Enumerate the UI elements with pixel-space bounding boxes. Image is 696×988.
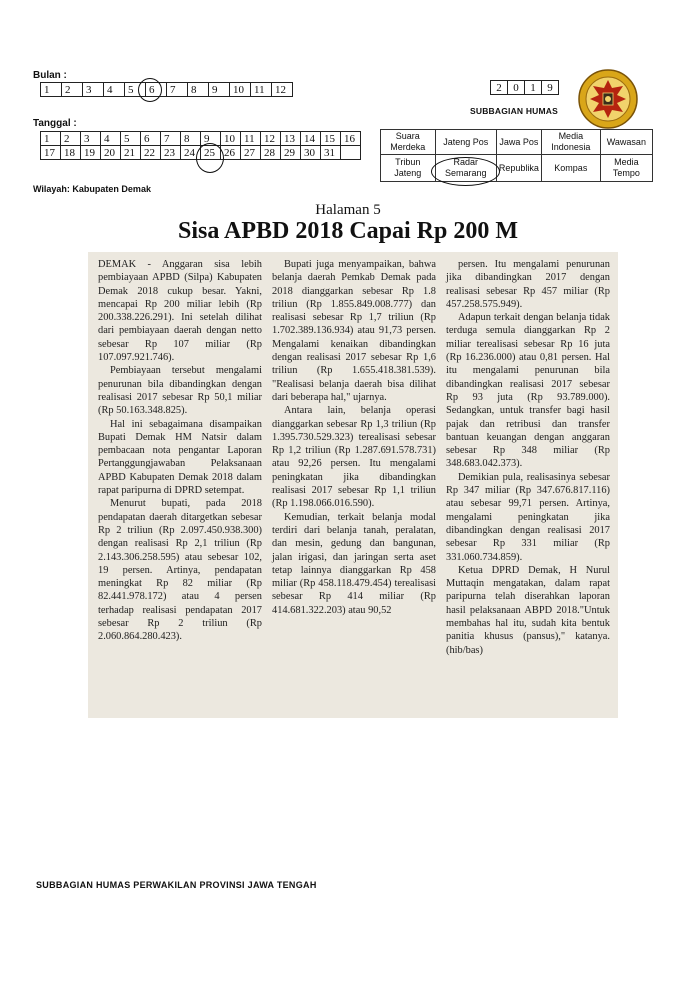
date-cell: 26 [221,146,241,160]
date-cell: 17 [41,146,61,160]
tanggal-label: Tanggal : [33,118,77,129]
date-cell: 15 [321,132,341,146]
month-cell: 8 [188,83,209,97]
date-cell: 16 [341,132,361,146]
newspaper-cell: Republika [496,155,541,182]
date-cell: 10 [221,132,241,146]
article-paragraph: Adapun terkait dengan belanja tidak terduga semula dianggarkan Rp 2 miliar terealisasi sebesar Rp 16 juta (Rp 16.236.000) atau 0,81 persen. Hal itu mengalami penurunan bila dibandingkan realisasi 2017 sebesar Rp 93 juta (Rp 93.789.000). Sedangkan, untuk transfer bagi hasil pajak dan retribusi dan transfer bantuan keuangan dengan anggaran sebesar Rp 348 miliar (Rp 348.683.042.373). [446,312,610,470]
selected-date-circle [196,143,224,173]
article-paragraph: Bupati juga menyampaikan, bahwa belanja daerah Pemkab Demak pada 2018 dianggarkan sebesar Rp 1.8 triliun (Rp 1.855.849.008.777) dan realisasi sebesar Rp 1,7 triliun (Rp 1.702.389.136.934) atau 91,73 persen. Mengalami kenaikan dibandingkan dengan realisasi 2017 sebesar Rp 1,6 triliun (Rp 1.655.418.381.539). "Realisasi belanja daerah bisa dilihat dari beberapa hal," ujarnya. [272,259,436,403]
date-cell: 20 [101,146,121,160]
newspaper-cell: Radar Semarang [435,155,496,182]
date-cell: 30 [301,146,321,160]
newspaper-cell: Kompas [541,155,600,182]
article-paragraph: Hal ini sebagaimana disampaikan Bupati Demak HM Natsir dalam pembacaan nota pengantar Laporan Pertanggungjawaban Pelaksanaan APBD Kabupaten Demak 2018 dalam rapat paripurna di DPRD setempat. [98,418,262,497]
date-cell: 5 [121,132,141,146]
month-cell: 4 [104,83,125,97]
year-digit-cell: 2 [491,81,508,95]
article-paragraph: Kemudian, terkait belanja modal terdiri dari belanja tanah, peralatan, dan mesin, gedung dan bangunan, jalan irigasi, dan jaringan serta aset tetap lainnya dianggarkan Rp 458 miliar (Rp 458.118.479.454) terealisasi sebesar Rp 414 miliar (Rp 414.681.322.203) atau 90,52 [272,511,436,616]
newspaper-cell: Media Indonesia [541,130,600,155]
subbagian-humas: SUBBAGIAN HUMAS [470,106,558,116]
month-cell: 1 [41,83,62,97]
newspaper-cell: Wawasan [600,130,652,155]
date-cell: 4 [101,132,121,146]
year-digit-cell: 0 [508,81,525,95]
date-cell: 31 [321,146,341,160]
article-paragraph: Pembiayaan tersebut mengalami penurunan bila dibandingkan dengan realisasi 2017 sebesar Rp 50,1 miliar (Rp 50.163.348.825). [98,365,262,417]
newspaper-table [380,129,653,182]
article-clipping [88,252,618,718]
newspaper-cell: Media Tempo [600,155,652,182]
month-cell: 9 [209,83,230,97]
page-number: Halaman 5 [315,202,381,218]
month-grid [40,82,293,97]
month-cell: 2 [62,83,83,97]
month-cell: 11 [251,83,272,97]
year-digit-cell: 9 [542,81,559,95]
date-cell: 13 [281,132,301,146]
date-cell: 9 [201,132,221,146]
article-paragraph: DEMAK - Anggaran sisa lebih pembiayaan APBD (Silpa) Kabupaten Demak 2018 cukup besar. Yakni, mencapai Rp 200 miliar lebih (Rp 200.338.226.291). Ini setelah dilihat dari pembiayaan daerah dengan netto sebesar Rp 107 miliar (Rp 107.097.921.746). [98,259,262,364]
month-cell: 5 [125,83,146,97]
garuda-emblem-icon [577,68,639,130]
month-cell: 3 [83,83,104,97]
date-cell: 27 [241,146,261,160]
date-cell: 18 [61,146,81,160]
article-paragraph: Antara lain, belanja operasi dianggarkan sebesar Rp 1,3 triliun (Rp 1.395.730.529.323) terealisasi sebesar Rp 1,2 triliun (Rp 1.287.691.578.731) atau 92,26 persen. Itu mengalami peningkatan jika dibandingkan realisasi 2017 sebesar Rp 1,1 triliun (Rp 1.198.066.016.590). [272,405,436,510]
month-cell: 7 [167,83,188,97]
date-cell: 24 [181,146,201,160]
article-column-1 [98,258,262,644]
date-cell: 14 [301,132,321,146]
article-paragraph: Demikian pula, realisasinya sebesar Rp 347 miliar (Rp 347.676.817.116) atau sebesar 99,71 persen. Artinya, mengalami peningkatan jika dibandingkan dengan realisasi 2017 sebesar Rp 331 miliar (Rp 331.060.734.859). [446,471,610,563]
date-cell: 7 [161,132,181,146]
year-digit-cell: 1 [525,81,542,95]
date-cell: 21 [121,146,141,160]
date-cell: 19 [81,146,101,160]
newspaper-cell: Tribun Jateng [381,155,436,182]
date-cell: 2 [61,132,81,146]
month-cell: 10 [230,83,251,97]
bulan-label: Bulan : [33,70,67,81]
date-cell: 8 [181,132,201,146]
year-box [490,80,559,95]
footer-text: SUBBAGIAN HUMAS PERWAKILAN PROVINSI JAWA TENGAH [36,880,317,890]
date-cell: 3 [81,132,101,146]
article-paragraph: persen. Itu mengalami penurunan jika dibandingkan 2017 dengan realisasi sebesar Rp 457 miliar (Rp 457.258.575.949). [446,259,610,310]
newspaper-cell: Suara Merdeka [381,130,436,155]
selected-newspaper-circle [431,157,500,186]
date-cell: 1 [41,132,61,146]
date-cell: 29 [281,146,301,160]
article-paragraph: Menurut bupati, pada 2018 pendapatan daerah ditargetkan sebesar Rp 2 triliun (Rp 2.097.450.938.300) dengan realisasi Rp 2,1 triliun (Rp 2.143.306.258.595) atau sebesar 102, 19 persen. Artinya, pendapatan meningkat Rp 82 miliar (Rp 82.441.978.172) atau 4 persen terhadap realisasi pendapatan 2017 sebesar Rp 2 triliun (Rp 2.060.864.280.423). [98,498,262,643]
date-cell: 25 [201,146,221,160]
selected-month-circle [138,78,162,102]
article-column-2 [272,258,436,617]
date-cell: 28 [261,146,281,160]
date-cell: 23 [161,146,181,160]
date-cell: 12 [261,132,281,146]
newspaper-cell: Jateng Pos [435,130,496,155]
wilayah-label: Wilayah: Kabupaten Demak [33,184,151,194]
article-column-3 [446,258,610,657]
article-paragraph: Ketua DPRD Demak, H Nurul Muttaqin mengatakan, dalam rapat paripurna telah diserahkan laporan hasil pelaksanaan ABPD 2018."Untuk membahas hal itu, sudah kita bentuk panitia khusus (pansus)," katanya. (hib/bas) [446,564,610,656]
month-cell: 12 [272,83,293,97]
date-cell-empty [341,146,361,160]
month-cell: 6 [146,83,167,97]
date-cell: 6 [141,132,161,146]
headline: Sisa APBD 2018 Capai Rp 200 M [177,218,519,244]
date-cell: 22 [141,146,161,160]
date-cell: 11 [241,132,261,146]
newspaper-cell: Jawa Pos [496,130,541,155]
